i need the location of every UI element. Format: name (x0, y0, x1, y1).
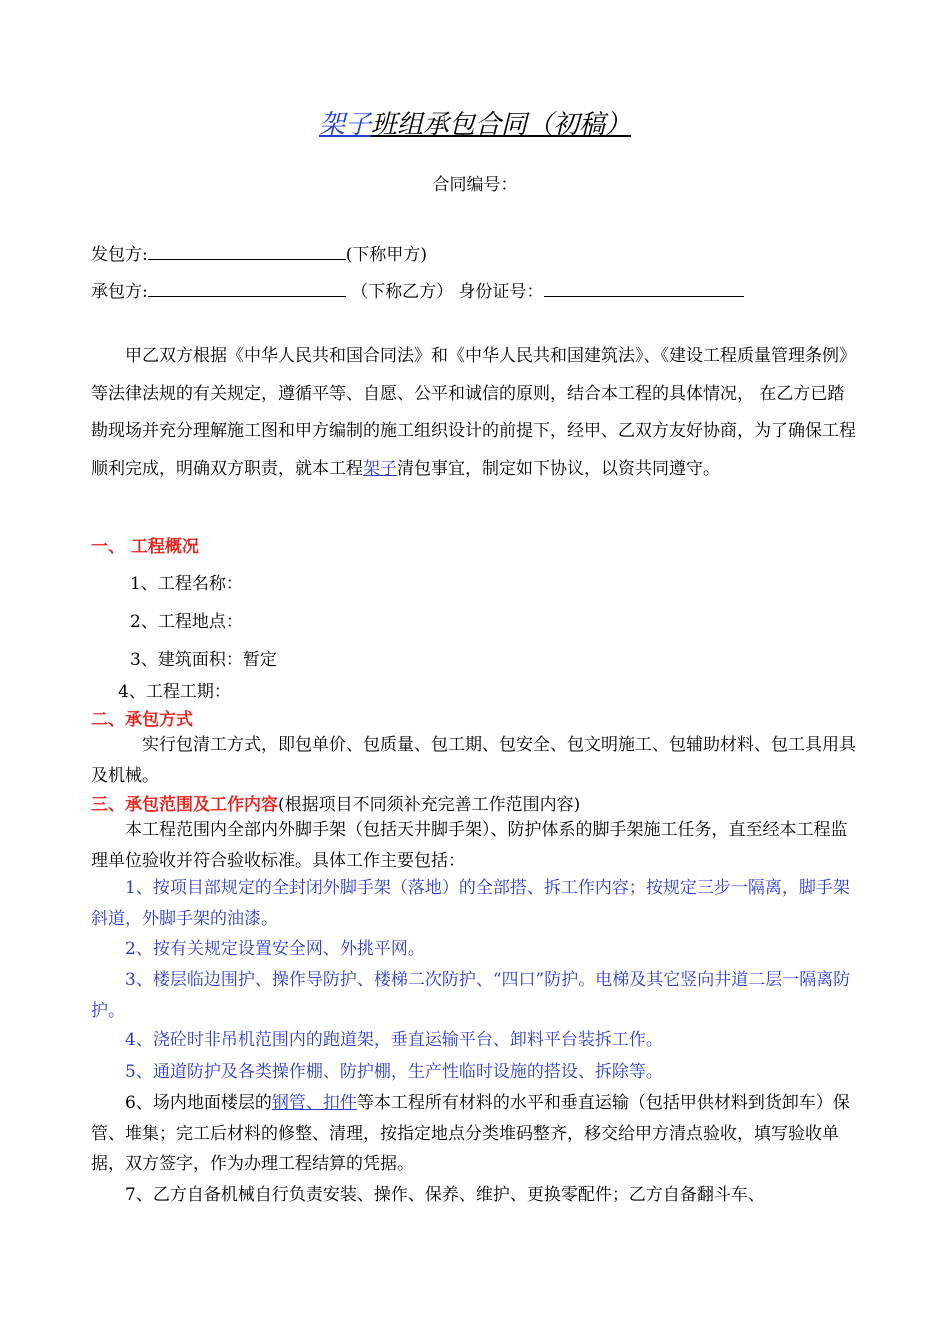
item6-link[interactable]: 钢管、扣件 (271, 1093, 357, 1113)
section3-intro (91, 815, 861, 876)
section1-item-4: 4、工程工期： (118, 682, 231, 702)
intro-link[interactable]: 架子 (363, 458, 397, 479)
party-b-blank[interactable] (148, 278, 346, 297)
section1-heading: 一、 工程概况 (91, 537, 199, 557)
section3-heading (91, 790, 580, 815)
section3-blue-item-5 (91, 1057, 861, 1088)
intro-text-end: 清包事宜，制定如下协议，以资共同遵守。 (397, 458, 720, 479)
party-a-suffix: (下称甲方) (345, 245, 427, 265)
party-a-label: 发包方: (91, 245, 148, 265)
section3-item-6 (91, 1088, 861, 1180)
document-title (0, 104, 950, 141)
title-rest: 合同（初稿） (475, 110, 632, 140)
contract-number-label: 合同编号： (432, 175, 518, 195)
section2-text: 实行包清工方式，即包单价、包质量、包工期、包安全、包文明施工、包辅助材料、包工具用具及机械。 (91, 735, 856, 786)
intro-text: 甲乙双方根据《中华人民共和国合同法》和《中华人民共和国建筑法》、《建设工程质量管理条例》等法律法规的有关规定，遵循平等、自愿、公平和诚信的原则，结合本工程的具体情况， 在乙方已踏勘现场并充分理解施工图和甲方编制的施工组织设计的前提下，经甲、乙双方友好协商，为了确保工程顺利完成，明确双方职责，就本工程 (91, 346, 856, 479)
blue-item-text: 3、楼层临边围护、操作导防护、楼梯二次防护、“四口”防护。电梯及其它竖向井道二层一隔离防护。 (91, 970, 851, 1021)
blue-item-text: 1、按项目部规定的全封闭外脚手架（落地）的全部搭、拆工作内容；按规定三步一隔离，脚手架斜道，外脚手架的油漆。 (91, 878, 850, 929)
section2-body (91, 730, 861, 791)
item6-text: 6、场内地面楼层的 (125, 1093, 272, 1113)
title-main-part: 班组承包 (370, 110, 475, 140)
section3-blue-item-3 (91, 965, 861, 1026)
blue-item-text: 4、浇砼时非吊机范围内的跑道架，垂直运输平台、卸料平台装拆工作。 (125, 1030, 663, 1050)
section3-title: 三、承包范围及工作内容 (91, 795, 278, 815)
party-a-line (91, 240, 427, 265)
title-link-part[interactable]: 架子 (318, 110, 371, 140)
blue-item-text: 5、通道防护及各类操作棚、防护棚，生产性临时设施的搭设、拆除等。 (125, 1062, 663, 1082)
intro-paragraph (91, 338, 861, 488)
party-a-blank[interactable] (148, 241, 346, 260)
item6-text-end: 等本工程所有材料的水平和垂直运输（包括甲供材料到货卸车）保管、堆集；完工后材料的修整、清理，按指定地点分类堆码整齐，移交给甲方清点验收，填写验收单据，双方签字，作为办理工程结算的凭据。 (91, 1093, 850, 1174)
party-b-suffix: （下称乙方） (351, 282, 454, 302)
section3-blue-item-4 (91, 1025, 861, 1056)
section3-note: (根据项目不同须补充完善工作范围内容) (278, 795, 581, 815)
party-b-label: 承包方: (91, 282, 148, 302)
id-number-blank[interactable] (544, 278, 744, 297)
id-number-label: 身份证号： (458, 282, 544, 302)
section3-blue-item-2 (91, 934, 861, 965)
item7-text: 7、乙方自备机械自行负责安装、操作、保养、维护、更换零配件；乙方自备翻斗车、 (125, 1185, 765, 1205)
section2-heading: 二、承包方式 (91, 710, 193, 730)
blue-item-text: 2、按有关规定设置安全网、外挑平网。 (125, 939, 425, 959)
section3-item-7 (91, 1180, 861, 1211)
section3-intro-text: 本工程范围内全部内外脚手架（包括天井脚手架）、防护体系的脚手架施工任务，直至经本工程监理单位验收并符合验收标准。具体工作主要包括： (91, 820, 848, 871)
section1-item-3: 3、建筑面积：暂定 (130, 650, 277, 670)
section3-blue-item-1 (91, 873, 861, 934)
section1-item-1: 1、工程名称： (130, 574, 243, 594)
section1-item-2: 2、工程地点： (130, 612, 243, 632)
party-b-line (91, 277, 744, 302)
